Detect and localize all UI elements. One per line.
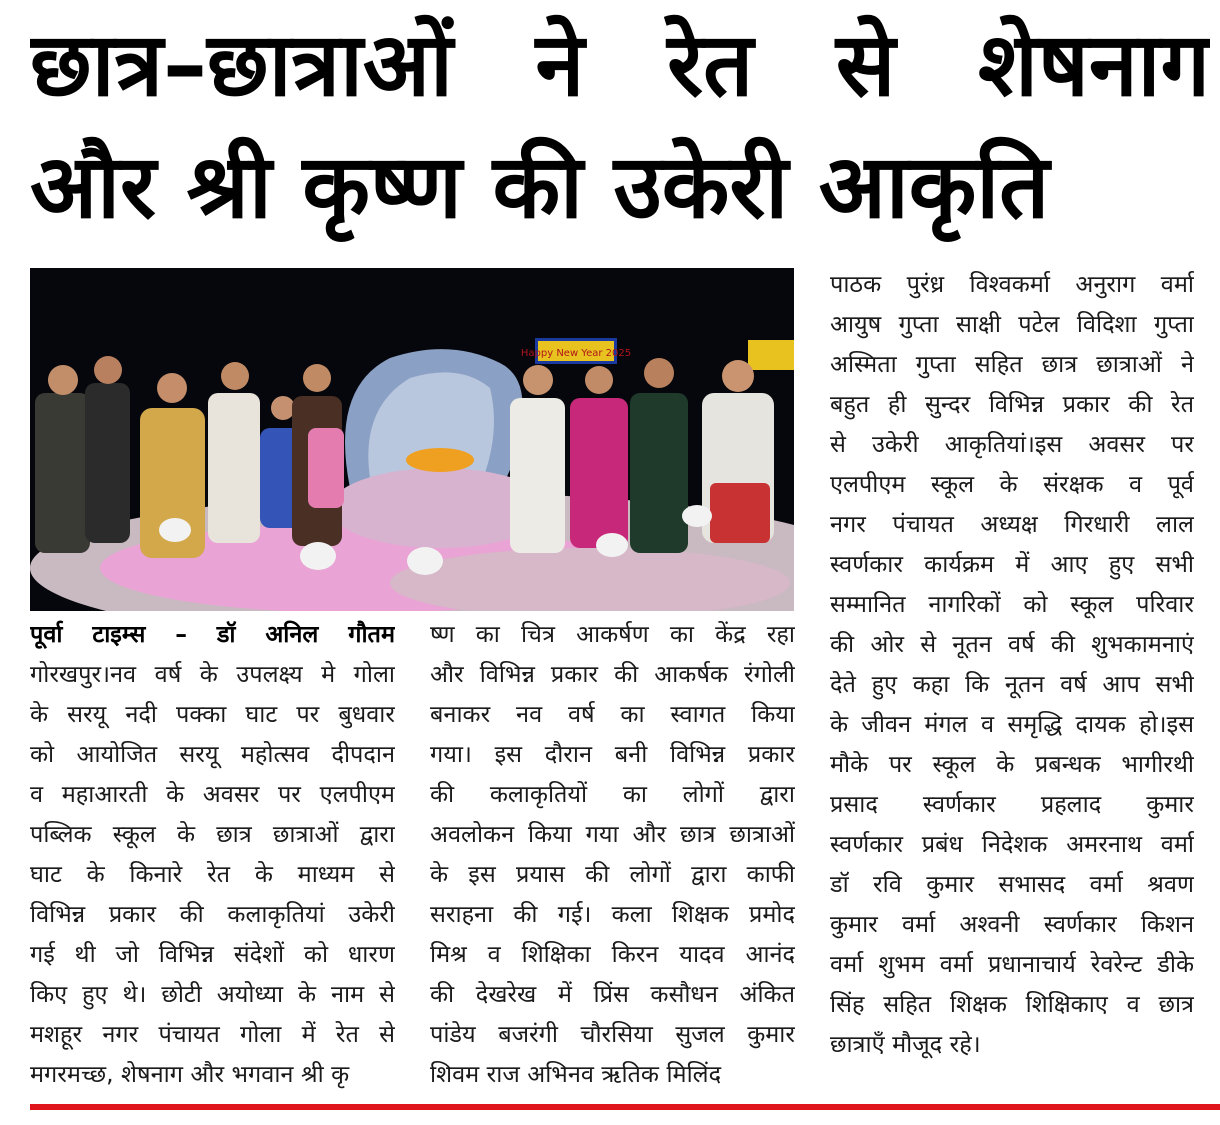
banner-text: Happy New Year 2025 [520, 348, 632, 359]
news-photo [30, 268, 794, 611]
column3-line: सिंह सहित शिक्षक शिक्षिकाए व छात्र [830, 990, 1194, 1018]
column1-line: मशहूर नगर पंचायत गोला में रेत से [30, 1020, 395, 1048]
column1-line: विभिन्न प्रकार की कलाकृतियां उकेरी [30, 900, 395, 928]
column3-line: नगर पंचायत अध्यक्ष गिरधारी लाल [830, 510, 1194, 538]
column3-line: एलपीएम स्कूल के संरक्षक व पूर्व [830, 470, 1194, 498]
column1-line: घाट के किनारे रेत के माध्यम से [30, 860, 395, 888]
column3-line: मौके पर स्कूल के प्रबन्धक भागीरथी [830, 750, 1194, 778]
column3-line: स्वर्णकार प्रबंध निदेशक अमरनाथ वर्मा [830, 830, 1194, 858]
column2-line: अवलोकन किया गया और छात्र छात्राओं [430, 820, 795, 848]
column1-line: मगरमच्छ, शेषनाग और भगवान श्री कृ [30, 1060, 350, 1088]
column2-line: के इस प्रयास की लोगों द्वारा काफी [430, 860, 795, 888]
column1-line: किए हुए थे। छोटी अयोध्या के नाम से [30, 980, 395, 1008]
column2-line: शिवम राज अभिनव ऋतिक मिलिंद [430, 1060, 722, 1088]
column1-line: पब्लिक स्कूल के छात्र छात्राओं द्वारा [30, 820, 395, 848]
column1-line: व महाआरती के अवसर पर एलपीएम [30, 780, 395, 808]
column2-line: सराहना की गई। कला शिक्षक प्रमोद [430, 900, 795, 928]
column2-line: बनाकर नव वर्ष का स्वागत किया [430, 700, 795, 728]
column2-line: ष्ण का चित्र आकर्षण का केंद्र रहा [430, 620, 795, 648]
headline-line-2: और श्री कृष्ण की उकेरी आकृति [30, 135, 1050, 238]
column2-line: की देखरेख में प्रिंस कसौधन अंकित [430, 980, 795, 1008]
column1-line: गई थी जो विभिन्न संदेशों को धारण [30, 940, 395, 968]
column3-line: बहुत ही सुन्दर विभिन्न प्रकार की रेत [830, 390, 1194, 418]
column2-line: मिश्र व शिक्षिका किरन यादव आनंद [430, 940, 795, 968]
sand-art-photo [30, 268, 794, 611]
column3-line: से उकेरी आकृतियां।इस अवसर पर [830, 430, 1194, 458]
article-column-3 [830, 264, 1194, 1064]
column3-line: देते हुए कहा कि नूतन वर्ष आप सभी [830, 670, 1194, 698]
headline-line-1: छात्र–छात्राओं ने रेत से शेषनाग [30, 13, 1210, 116]
column3-line: स्वर्णकार कार्यक्रम में आए हुए सभी [830, 550, 1194, 578]
column2-line: गया। इस दौरान बनी विभिन्न प्रकार [430, 740, 795, 768]
column3-line: डॉ रवि कुमार सभासद वर्मा श्रवण [830, 870, 1194, 898]
column3-line: पाठक पुरंध्र विश्वकर्मा अनुराग वर्मा [830, 270, 1194, 298]
bottom-red-rule [30, 1104, 1220, 1110]
column3-line: कुमार वर्मा अश्वनी स्वर्णकार किशन [830, 910, 1194, 938]
column1-line: के सरयू नदी पक्का घाट पर बुधवार [30, 700, 395, 728]
article-column-1 [30, 614, 395, 1094]
column1-line: को आयोजित सरयू महोत्सव दीपदान [30, 740, 395, 768]
column3-line: की ओर से नूतन वर्ष की शुभकामनाएं [830, 630, 1194, 658]
column3-line: सम्मानित नागरिकों को स्कूल परिवार [830, 590, 1194, 618]
column3-line: प्रसाद स्वर्णकार प्रहलाद कुमार [830, 790, 1194, 818]
column3-line: वर्मा शुभम वर्मा प्रधानाचार्य रेवरेन्ट डीके [830, 950, 1194, 978]
column2-line: पांडेय बजरंगी चौरसिया सुजल कुमार [430, 1020, 795, 1048]
column3-line: छात्राएँ मौजूद रहे। [830, 1030, 981, 1058]
article-column-2 [430, 614, 795, 1094]
column3-line: आयुष गुप्ता साक्षी पटेल विदिशा गुप्ता [830, 310, 1194, 338]
column1-line: गोरखपुर।नव वर्ष के उपलक्ष्य मे गोला [30, 660, 395, 688]
column2-line: और विभिन्न प्रकार की आकर्षक रंगोली [430, 660, 795, 688]
column3-line: अस्मिता गुप्ता सहित छात्र छात्राओं ने [830, 350, 1194, 378]
column2-line: की कलाकृतियों का लोगों द्वारा [430, 780, 795, 808]
column3-line: के जीवन मंगल व समृद्धि दायक हो।इस [830, 710, 1194, 738]
byline: पूर्वा टाइम्स – डॉ अनिल गौतम [30, 620, 395, 648]
